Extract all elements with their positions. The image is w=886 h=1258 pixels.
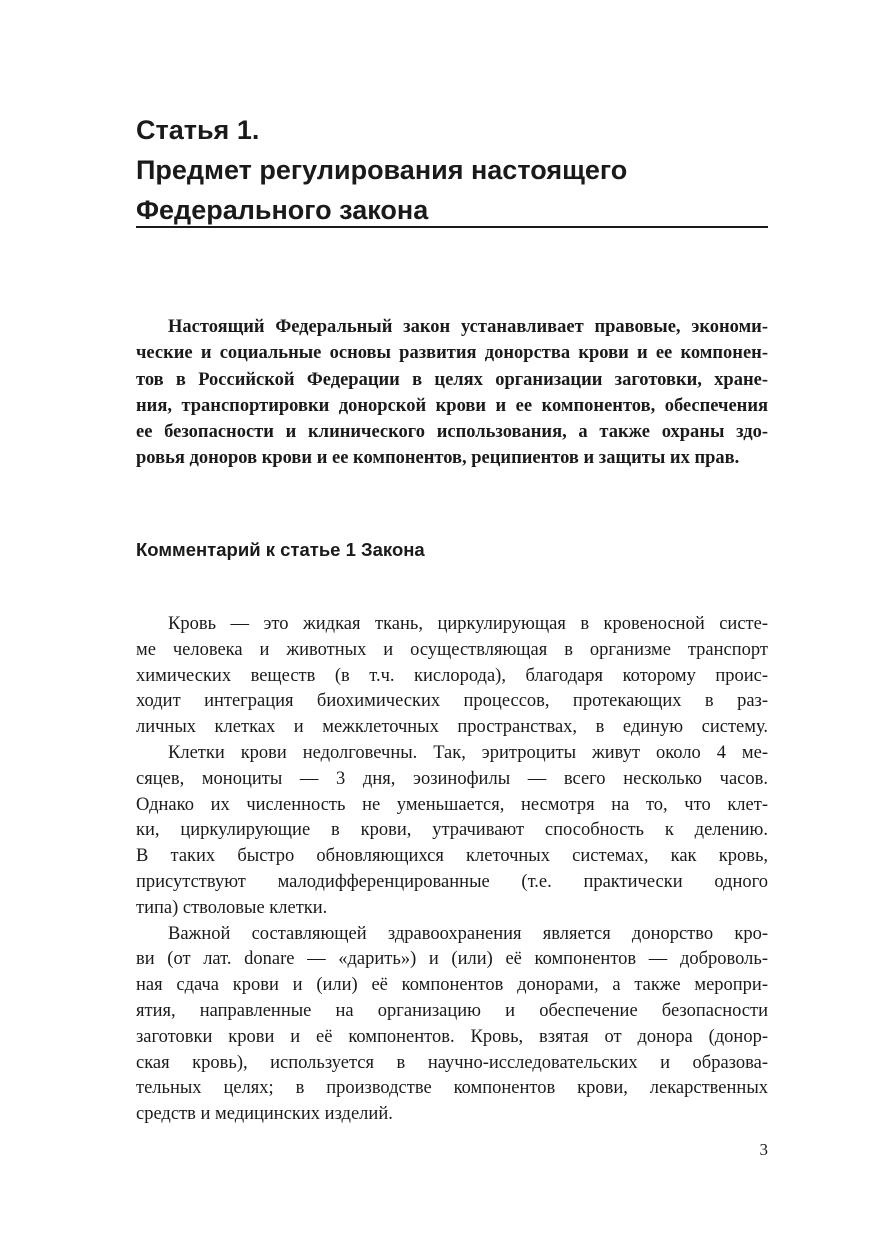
paragraph-line: ходит интеграция биохимических процессов, протекающих в раз- <box>136 691 768 712</box>
paragraph-line: тельных целях; в производстве компонентов крови, лекарственных <box>136 1078 768 1099</box>
paragraph-line: типа) стволовые клетки. <box>136 897 328 918</box>
article-number: Статья 1. <box>136 115 260 145</box>
paragraph-line: Кровь — это жидкая ткань, циркулирующая в кровеносной систе- <box>168 614 768 634</box>
law-text-line: ее безопасности и клинического использования, а также охраны здо- <box>136 422 768 443</box>
commentary-body <box>136 612 768 1128</box>
paragraph-line: В таких быстро обновляющихся клеточных системах, как кровь, <box>136 846 768 867</box>
paragraph-line: ная сдача крови и (или) её компонентов донорами, а также меропри- <box>136 975 768 996</box>
paragraph-line: Важной составляющей здравоохранения является донорство кро- <box>168 923 768 944</box>
article-title <box>136 110 768 230</box>
title-divider <box>136 226 768 228</box>
paragraph-line: сяцев, моноциты — 3 дня, эозинофилы — всего несколько часов. <box>136 768 768 789</box>
law-text-line: ческие и социальные основы развития донорства крови и ее компонен- <box>136 343 768 364</box>
paragraph-line: Клетки крови недолговечны. Так, эритроциты живут около 4 ме- <box>168 742 768 763</box>
article-subject-line-2: Федерального закона <box>136 195 429 225</box>
paragraph-line: заготовки крови и её компонентов. Кровь, взятая от донора (донор- <box>136 1026 768 1047</box>
law-text-line: ния, транспортировки донорской крови и ее компонентов, обеспечения <box>136 395 768 416</box>
paragraph-line: ятия, направленные на организацию и обеспечение безопасности <box>136 1000 768 1021</box>
law-text-line: Настоящий Федеральный закон устанавливает правовые, экономи- <box>168 317 768 337</box>
paragraph-line: химических веществ (в т.ч. кислорода), благодаря которому проис- <box>136 665 768 686</box>
document-page <box>136 0 768 1258</box>
paragraph-line: ская кровь), используется в научно-исследовательских и образова- <box>136 1052 768 1073</box>
paragraph-line: личных клетках и межклеточных пространствах, в единую систему. <box>136 717 768 738</box>
paragraph-line: ки, циркулирующие в крови, утрачивают способность к делению. <box>136 820 768 841</box>
paragraph-line: средств и медицинских изделий. <box>136 1104 393 1125</box>
law-text-line: ровья доноров крови и ее компонентов, реципиентов и защиты их прав. <box>136 448 740 469</box>
law-text <box>136 314 768 472</box>
law-text-line: тов в Российской Федерации в целях организации заготовки, хране- <box>136 369 768 390</box>
page-number: 3 <box>759 1140 768 1159</box>
paragraph-line: ви (от лат. donare — «дарить») и (или) её компонентов — доброволь- <box>136 949 768 970</box>
paragraph-line: Однако их численность не уменьшается, несмотря на то, что клет- <box>136 794 768 815</box>
article-subject-line-1: Предмет регулирования настоящего <box>136 155 628 185</box>
commentary-paragraph <box>136 922 768 1128</box>
commentary-heading: Комментарий к статье 1 Закона <box>136 539 425 560</box>
paragraph-line: присутствуют малодифференцированные (т.е. практически одного <box>136 871 768 892</box>
commentary-paragraph <box>136 741 768 922</box>
paragraph-line: ме человека и животных и осуществляющая в организме транспорт <box>136 639 768 660</box>
commentary-paragraph <box>136 612 768 741</box>
